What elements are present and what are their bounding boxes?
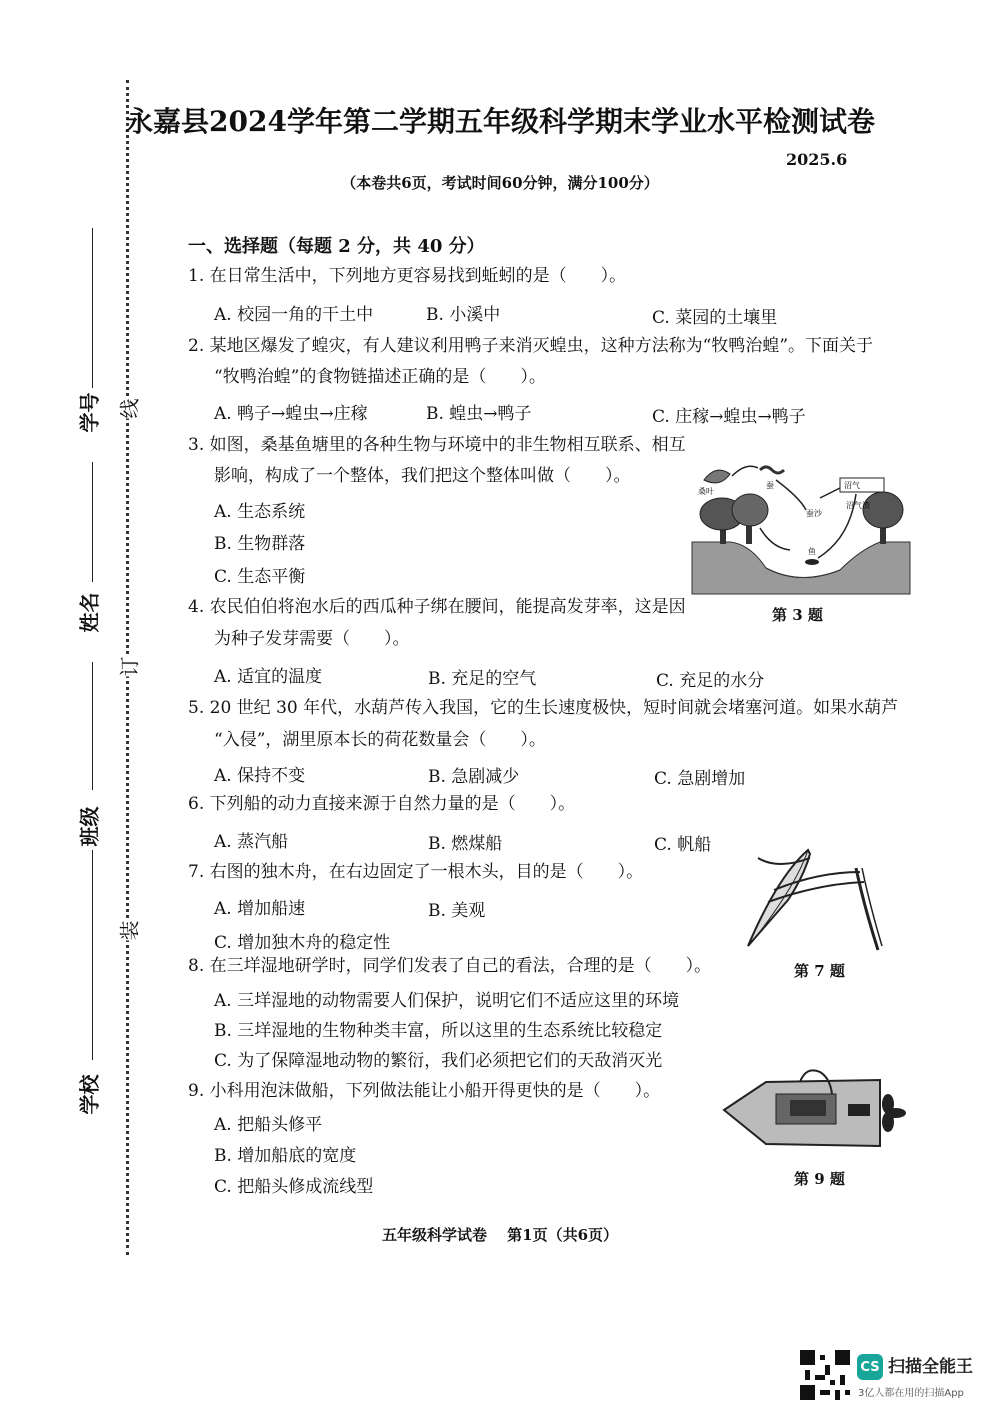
q6-option-a[interactable]: A. 蒸汽船 — [214, 832, 289, 852]
name-line[interactable] — [92, 462, 93, 582]
camscanner-tagline: 3亿人都在用的扫描App — [858, 1388, 964, 1399]
fig3-ecosystem-diagram — [690, 458, 912, 598]
q7-option-a[interactable]: A. 增加船速 — [214, 899, 306, 919]
school-label: 学校 — [77, 1074, 102, 1115]
q3-option-b[interactable]: B. 生物群落 — [214, 534, 306, 554]
binding-mark-zhuang: 装 — [112, 921, 145, 941]
school-line[interactable] — [92, 850, 93, 1060]
q8-stem: 8. 在三垟湿地研学时，同学们发表了自己的看法，合理的是（ ）。 — [188, 956, 712, 976]
name-label: 姓名 — [77, 592, 102, 633]
q2-stem-line2: “牧鸭治蝗”的食物链描述正确的是（ ）。 — [214, 367, 546, 387]
q8-option-c[interactable]: C. 为了保障湿地动物的繁衍，我们必须把它们的天敌消灭光 — [214, 1051, 663, 1071]
q5-option-c[interactable]: C. 急剧增加 — [654, 769, 746, 789]
fig7-canoe-diagram — [738, 846, 888, 958]
q4-option-a[interactable]: A. 适宜的温度 — [214, 667, 323, 687]
q2-option-b[interactable]: B. 蝗虫→鸭子 — [426, 404, 532, 424]
fig9-caption: 第 9 题 — [794, 1170, 845, 1188]
class-line[interactable] — [92, 662, 93, 790]
q3-option-c[interactable]: C. 生态平衡 — [214, 567, 306, 587]
q8-option-b[interactable]: B. 三垟湿地的生物种类丰富，所以这里的生态系统比较稳定 — [214, 1021, 663, 1041]
fig3-label-gas: 沼气 — [844, 481, 860, 490]
exam-title: 永嘉县2024学年第二学期五年级科学期末学业水平检测试卷 — [125, 105, 875, 138]
q7-option-c[interactable]: C. 增加独木舟的稳定性 — [214, 933, 391, 953]
q6-option-b[interactable]: B. 燃煤船 — [428, 834, 503, 854]
q1-option-b[interactable]: B. 小溪中 — [426, 305, 501, 325]
q6-stem: 6. 下列船的动力直接来源于自然力量的是（ ）。 — [188, 794, 576, 814]
fig3-label-sand: 蚕沙 — [806, 509, 822, 518]
q9-option-a[interactable]: A. 把船头修平 — [214, 1115, 323, 1135]
q7-stem: 7. 右图的独木舟，在右边固定了一根木头，目的是（ ）。 — [188, 862, 644, 882]
q5-option-b[interactable]: B. 急剧减少 — [428, 767, 520, 787]
section-1-title: 一、选择题（每题 2 分，共 40 分） — [188, 236, 485, 257]
q5-stem-line2: “入侵”，湖里原本长的荷花数量会（ ）。 — [214, 730, 546, 750]
binding-mark-xian: 线 — [112, 399, 145, 419]
q1-stem: 1. 在日常生活中，下列地方更容易找到蚯蚓的是（ ）。 — [188, 266, 627, 286]
q3-stem-line1: 3. 如图，桑基鱼塘里的各种生物与环境中的非生物相互联系、相互 — [188, 435, 686, 455]
propeller-icon — [882, 1094, 906, 1132]
q5-option-a[interactable]: A. 保持不变 — [214, 766, 306, 786]
q6-option-c[interactable]: C. 帆船 — [654, 835, 712, 855]
fish-icon — [805, 559, 819, 565]
q4-option-b[interactable]: B. 充足的空气 — [428, 669, 537, 689]
q5-stem-line1: 5. 20 世纪 30 年代，水葫芦传入我国，它的生长速度极快，短时间就会堵塞河道。如果水葫芦 — [188, 698, 899, 718]
page-footer: 五年级科学试卷 第1页（共6页） — [381, 1226, 619, 1244]
q9-option-b[interactable]: B. 增加船底的宽度 — [214, 1146, 357, 1166]
exam-subtitle: （本卷共6页，考试时间60分钟，满分100分） — [341, 174, 659, 192]
q2-option-c[interactable]: C. 庄稼→蝗虫→鸭子 — [652, 407, 806, 427]
q4-stem-line2: 为种子发芽需要（ ）。 — [214, 629, 410, 649]
q7-option-b[interactable]: B. 美观 — [428, 901, 486, 921]
q2-stem-line1: 2. 某地区爆发了蝗灾，有人建议利用鸭子来消灭蝗虫，这种方法称为“牧鸭治蝗”。下面关于 — [188, 336, 874, 356]
fig7-caption: 第 7 题 — [794, 962, 845, 980]
q4-stem-line1: 4. 农民伯伯将泡水后的西瓜种子绑在腰间，能提高发芽率，这是因 — [188, 597, 686, 617]
camscanner-logo: CS — [857, 1354, 883, 1380]
camscanner-brand: 扫描全能王 — [888, 1357, 973, 1377]
student-no-label: 学号 — [77, 392, 102, 433]
fig3-label-fish: 鱼 — [808, 547, 816, 556]
q3-stem-line2: 影响，构成了一个整体，我们把这个整体叫做（ ）。 — [214, 466, 631, 486]
q4-option-c[interactable]: C. 充足的水分 — [656, 671, 765, 691]
exam-date: 2025.6 — [786, 150, 848, 169]
class-label: 班级 — [77, 806, 102, 847]
fig3-caption: 第 3 题 — [772, 606, 823, 624]
qr-code-icon — [800, 1350, 850, 1400]
q9-stem: 9. 小科用泡沫做船，下列做法能让小船开得更快的是（ ）。 — [188, 1081, 661, 1101]
q1-option-a[interactable]: A. 校园一角的干土中 — [214, 305, 374, 325]
binding-mark-ding: 订 — [112, 657, 145, 677]
fig3-label-silkworm: 蚕 — [766, 481, 774, 490]
q9-option-c[interactable]: C. 把船头修成流线型 — [214, 1177, 374, 1197]
q1-option-c[interactable]: C. 菜园的土壤里 — [652, 308, 778, 328]
fig3-label-leaf: 桑叶 — [698, 487, 714, 496]
fig3-label-residue: 沼气渣 — [846, 501, 870, 510]
fig9-foam-boat-diagram — [720, 1064, 920, 1160]
q8-option-a[interactable]: A. 三垟湿地的动物需要人们保护，说明它们不适应这里的环境 — [214, 991, 680, 1011]
q3-option-a[interactable]: A. 生态系统 — [214, 502, 306, 522]
q2-option-a[interactable]: A. 鸭子→蝗虫→庄稼 — [214, 404, 368, 424]
student-no-line[interactable] — [92, 228, 93, 388]
